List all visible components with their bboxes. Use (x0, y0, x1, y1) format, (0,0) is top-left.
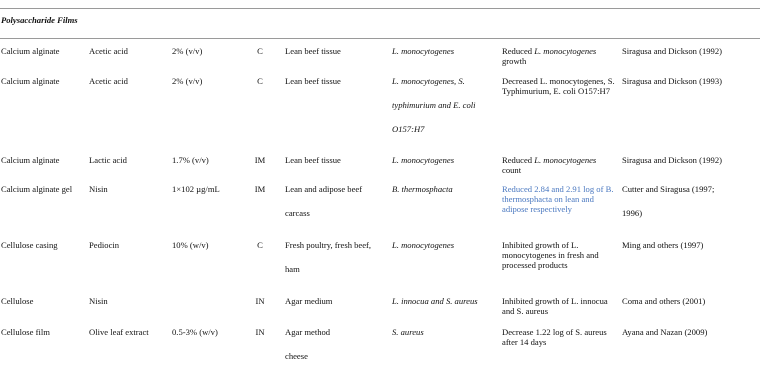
agent-cell: Nisin (89, 296, 108, 306)
material-cell: Calcium alginate gel (1, 184, 73, 194)
material-cell: Cellulose film (1, 327, 50, 337)
organism-cell: S. aureus (392, 327, 424, 337)
reference-cell: Cutter and Siragusa (1997; 1996) (622, 184, 715, 218)
method-cell: C (257, 46, 263, 56)
reference-cell: Siragusa and Dickson (1993) (622, 76, 723, 86)
effect-cell: Inhibited growth of L. monocytogenes in fresh and processed products (502, 240, 599, 270)
organism-cell: L. monocytogenes (392, 240, 455, 250)
effect-cell: Reduced 2.84 and 2.91 log of B. thermosphacta on lean and adipose respectively (502, 184, 614, 214)
agent-cell: Acetic acid (89, 76, 128, 86)
top-rule (0, 8, 760, 9)
concentration-cell: 2% (v/v) (172, 46, 203, 56)
agent-cell: Pediocin (89, 240, 120, 250)
food-cell: Agar medium (285, 296, 333, 306)
agent-cell: Nisin (89, 184, 108, 194)
reference-cell: Siragusa and Dickson (1992) (622, 46, 723, 56)
method-cell: C (257, 76, 263, 86)
food-cell: Lean beef tissue (285, 155, 341, 165)
effect-cell: Reduced L. monocytogenes count (502, 155, 597, 175)
concentration-cell: 1.7% (v/v) (172, 155, 209, 165)
method-cell: IM (254, 184, 266, 194)
section-title: Polysaccharide Films (1, 15, 78, 25)
organism-cell: B. thermosphacta (392, 184, 453, 194)
method-cell: C (257, 240, 263, 250)
organism-cell: L. monocytogenes (392, 155, 455, 165)
material-cell: Calcium alginate (1, 46, 60, 56)
effect-cell: Decrease 1.22 log of S. aureus after 14 days (502, 327, 607, 347)
agent-cell: Lactic acid (89, 155, 127, 165)
material-cell: Calcium alginate (1, 76, 60, 86)
concentration-cell: 0.5-3% (w/v) (172, 327, 218, 337)
reference-cell: Ayana and Nazan (2009) (622, 327, 708, 337)
food-cell: Lean and adipose beef carcass (285, 184, 363, 218)
food-cell: Agar method cheese (285, 327, 331, 361)
food-cell: Lean beef tissue (285, 76, 341, 86)
method-cell: IN (255, 296, 265, 306)
organism-cell: L. innocua and S. aureus (392, 296, 478, 306)
section-rule (0, 38, 760, 39)
organism-cell: L. monocytogenes, S. typhimurium and E. coli O157:H7 (392, 76, 476, 134)
method-cell: IM (254, 155, 266, 165)
material-cell: Cellulose (1, 296, 34, 306)
agent-cell: Acetic acid (89, 46, 128, 56)
concentration-cell: 2% (v/v) (172, 76, 203, 86)
effect-cell: Reduced L. monocytogenes growth (502, 46, 597, 66)
method-cell: IN (255, 327, 265, 337)
reference-cell: Ming and others (1997) (622, 240, 704, 250)
effect-cell: Inhibited growth of L. innocua and S. aureus (502, 296, 608, 316)
material-cell: Calcium alginate (1, 155, 60, 165)
reference-cell: Coma and others (2001) (622, 296, 706, 306)
organism-cell: L. monocytogenes (392, 46, 455, 56)
effect-cell: Decreased L. monocytogenes, S. Typhimurium, E. coli O157:H7 (502, 76, 615, 96)
reference-cell: Siragusa and Dickson (1992) (622, 155, 723, 165)
food-cell: Fresh poultry, fresh beef, ham (285, 240, 372, 274)
material-cell: Cellulose casing (1, 240, 58, 250)
food-cell: Lean beef tissue (285, 46, 341, 56)
concentration-cell: 10% (w/v) (172, 240, 209, 250)
agent-cell: Olive leaf extract (89, 327, 149, 337)
concentration-cell: 1×102 µg/mL (172, 184, 220, 194)
